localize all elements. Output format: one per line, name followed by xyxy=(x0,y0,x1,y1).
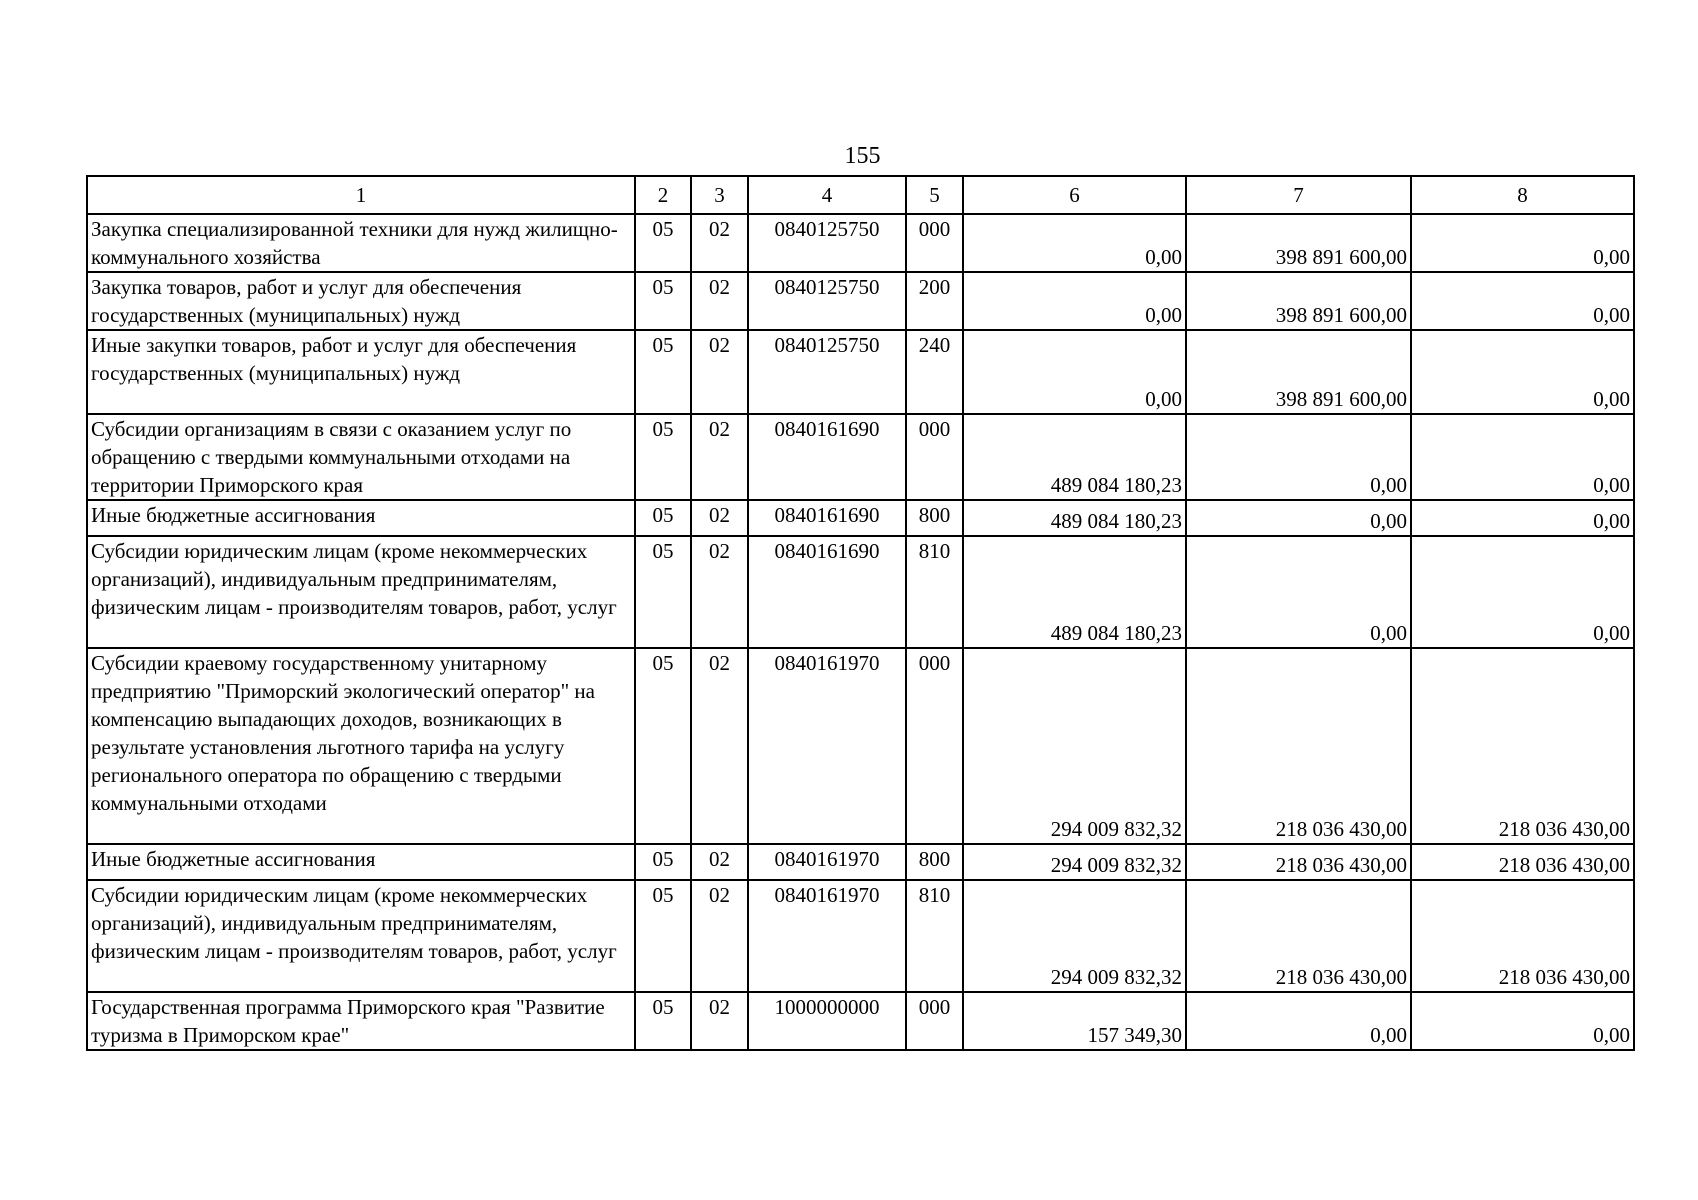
target-code: 0840125750 xyxy=(748,330,906,414)
subsection-code: 02 xyxy=(691,880,748,992)
budget-table xyxy=(86,175,1635,1051)
header-row xyxy=(87,176,1634,214)
expense-type-code: 200 xyxy=(906,272,963,330)
expense-type-code: 810 xyxy=(906,536,963,648)
header-cell: 5 xyxy=(906,176,963,214)
amount-col6: 489 084 180,23 xyxy=(963,536,1186,648)
section-code: 05 xyxy=(635,536,691,648)
subsection-code: 02 xyxy=(691,648,748,844)
amount-col6: 294 009 832,32 xyxy=(963,880,1186,992)
section-code: 05 xyxy=(635,648,691,844)
amount-col6: 0,00 xyxy=(963,330,1186,414)
subsection-code: 02 xyxy=(691,214,748,272)
target-code: 0840125750 xyxy=(748,214,906,272)
page-number: 155 xyxy=(844,143,881,169)
header-cell: 6 xyxy=(963,176,1186,214)
target-code: 0840161690 xyxy=(748,500,906,536)
amount-col8: 218 036 430,00 xyxy=(1411,844,1634,880)
table-row xyxy=(87,536,1634,648)
target-code: 0840161970 xyxy=(748,880,906,992)
amount-col7: 218 036 430,00 xyxy=(1186,844,1411,880)
subsection-code: 02 xyxy=(691,414,748,500)
subsection-code: 02 xyxy=(691,844,748,880)
header-cell: 8 xyxy=(1411,176,1634,214)
table-row xyxy=(87,214,1634,272)
amount-col8: 0,00 xyxy=(1411,992,1634,1050)
amount-col7: 218 036 430,00 xyxy=(1186,648,1411,844)
section-code: 05 xyxy=(635,330,691,414)
amount-col8: 218 036 430,00 xyxy=(1411,880,1634,992)
table-row xyxy=(87,414,1634,500)
table-row xyxy=(87,648,1634,844)
target-code: 0840161970 xyxy=(748,844,906,880)
amount-col7: 398 891 600,00 xyxy=(1186,330,1411,414)
table-row xyxy=(87,880,1634,992)
item-name: Субсидии юридическим лицам (кроме некоммерческих организаций), индивидуальным предпринимателям, физическим лицам - производителям товаров, работ, услуг xyxy=(87,536,635,648)
section-code: 05 xyxy=(635,272,691,330)
amount-col8: 0,00 xyxy=(1411,272,1634,330)
expense-type-code: 800 xyxy=(906,500,963,536)
amount-col8: 0,00 xyxy=(1411,536,1634,648)
header-cell: 1 xyxy=(87,176,635,214)
section-code: 05 xyxy=(635,880,691,992)
amount-col8: 218 036 430,00 xyxy=(1411,648,1634,844)
table-row xyxy=(87,844,1634,880)
amount-col6: 489 084 180,23 xyxy=(963,414,1186,500)
amount-col6: 489 084 180,23 xyxy=(963,500,1186,536)
header-cell: 3 xyxy=(691,176,748,214)
amount-col7: 0,00 xyxy=(1186,500,1411,536)
amount-col6: 294 009 832,32 xyxy=(963,844,1186,880)
amount-col8: 0,00 xyxy=(1411,330,1634,414)
item-name: Иные бюджетные ассигнования xyxy=(87,500,635,536)
subsection-code: 02 xyxy=(691,500,748,536)
item-name: Закупка специализированной техники для нужд жилищно-коммунального хозяйства xyxy=(87,214,635,272)
amount-col8: 0,00 xyxy=(1411,214,1634,272)
table-row xyxy=(87,992,1634,1050)
target-code: 0840161690 xyxy=(748,414,906,500)
section-code: 05 xyxy=(635,214,691,272)
expense-type-code: 000 xyxy=(906,992,963,1050)
item-name: Субсидии краевому государственному унитарному предприятию "Приморский экологический оператор" на компенсацию выпадающих доходов, возникающих в результате установления льготного тарифа на услугу регионального оператора по обращению с твердыми коммунальными отходами xyxy=(87,648,635,844)
expense-type-code: 000 xyxy=(906,648,963,844)
amount-col6: 157 349,30 xyxy=(963,992,1186,1050)
subsection-code: 02 xyxy=(691,992,748,1050)
table-row xyxy=(87,330,1634,414)
amount-col7: 398 891 600,00 xyxy=(1186,214,1411,272)
section-code: 05 xyxy=(635,500,691,536)
target-code: 1000000000 xyxy=(748,992,906,1050)
target-code: 0840125750 xyxy=(748,272,906,330)
subsection-code: 02 xyxy=(691,272,748,330)
target-code: 0840161970 xyxy=(748,648,906,844)
item-name: Субсидии организациям в связи с оказанием услуг по обращению с твердыми коммунальными отходами на территории Приморского края xyxy=(87,414,635,500)
amount-col7: 0,00 xyxy=(1186,536,1411,648)
section-code: 05 xyxy=(635,844,691,880)
amount-col8: 0,00 xyxy=(1411,500,1634,536)
table-row xyxy=(87,272,1634,330)
item-name: Государственная программа Приморского края "Развитие туризма в Приморском крае" xyxy=(87,992,635,1050)
header-cell: 4 xyxy=(748,176,906,214)
table-row xyxy=(87,500,1634,536)
header-cell: 7 xyxy=(1186,176,1411,214)
amount-col7: 0,00 xyxy=(1186,414,1411,500)
amount-col8: 0,00 xyxy=(1411,414,1634,500)
expense-type-code: 800 xyxy=(906,844,963,880)
section-code: 05 xyxy=(635,414,691,500)
expense-type-code: 240 xyxy=(906,330,963,414)
amount-col6: 294 009 832,32 xyxy=(963,648,1186,844)
item-name: Субсидии юридическим лицам (кроме некоммерческих организаций), индивидуальным предпринимателям, физическим лицам - производителям товаров, работ, услуг xyxy=(87,880,635,992)
amount-col6: 0,00 xyxy=(963,214,1186,272)
item-name: Закупка товаров, работ и услуг для обеспечения государственных (муниципальных) нужд xyxy=(87,272,635,330)
amount-col7: 0,00 xyxy=(1186,992,1411,1050)
item-name: Иные закупки товаров, работ и услуг для обеспечения государственных (муниципальных) нужд xyxy=(87,330,635,414)
expense-type-code: 000 xyxy=(906,214,963,272)
section-code: 05 xyxy=(635,992,691,1050)
table-body xyxy=(87,176,1634,1050)
header-cell: 2 xyxy=(635,176,691,214)
target-code: 0840161690 xyxy=(748,536,906,648)
amount-col6: 0,00 xyxy=(963,272,1186,330)
subsection-code: 02 xyxy=(691,536,748,648)
amount-col7: 218 036 430,00 xyxy=(1186,880,1411,992)
expense-type-code: 810 xyxy=(906,880,963,992)
expense-type-code: 000 xyxy=(906,414,963,500)
subsection-code: 02 xyxy=(691,330,748,414)
item-name: Иные бюджетные ассигнования xyxy=(87,844,635,880)
amount-col7: 398 891 600,00 xyxy=(1186,272,1411,330)
